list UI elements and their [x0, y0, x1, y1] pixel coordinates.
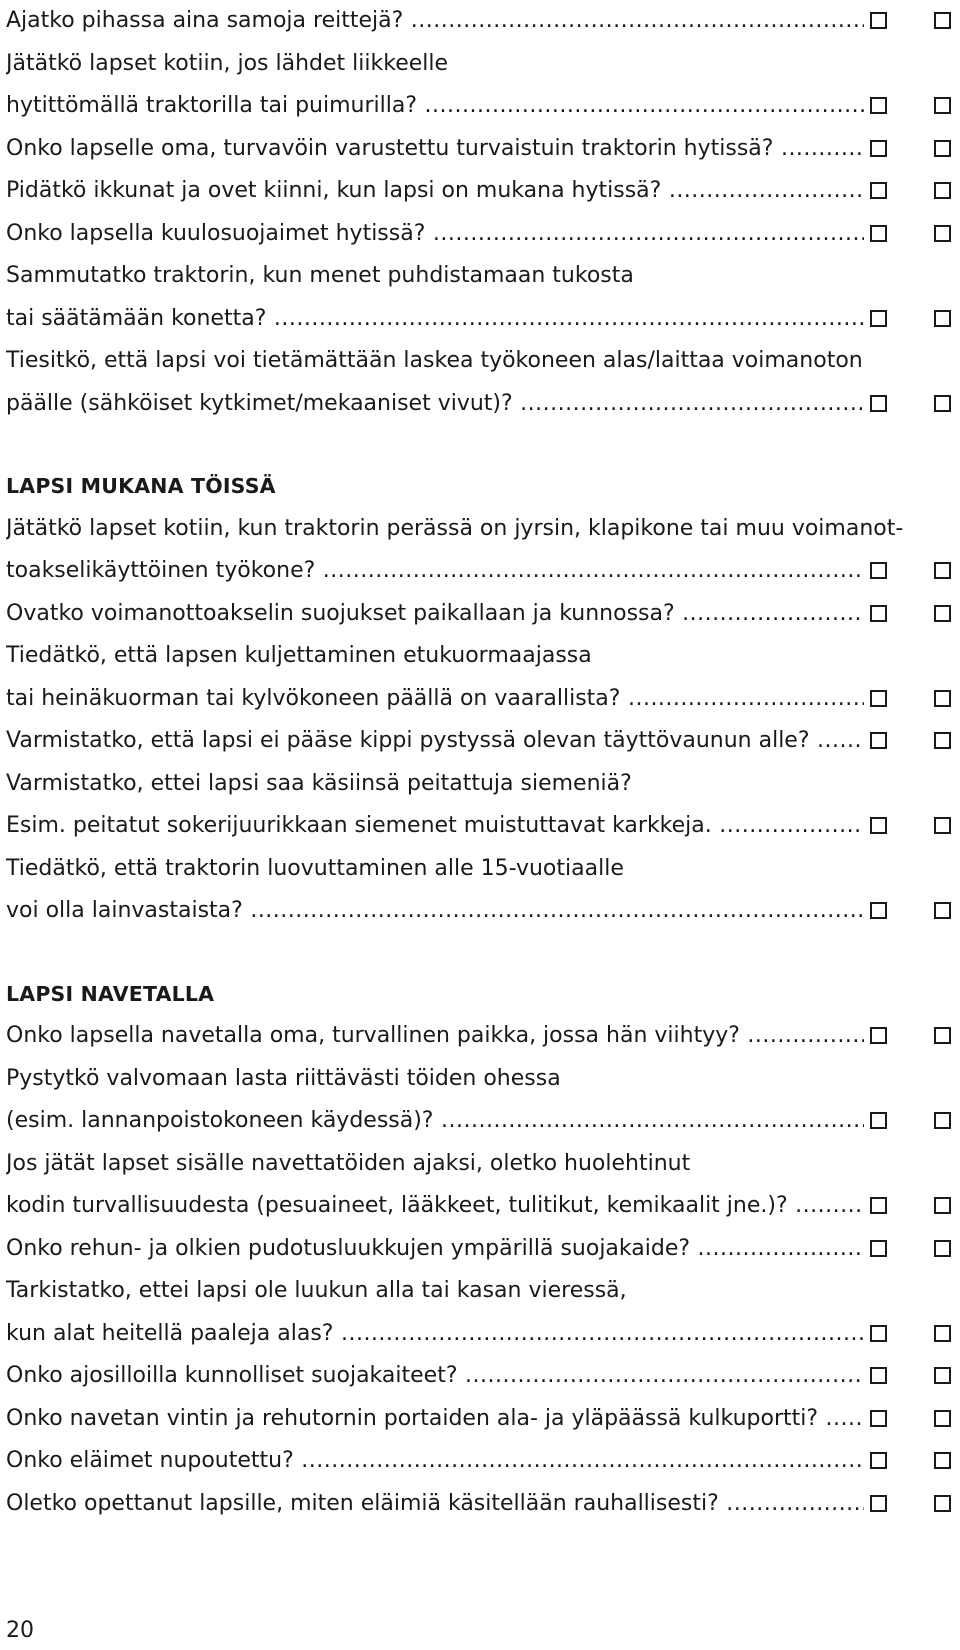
- question-text: Esim. peitatut sokerijuurikkaan siemenet muistuttavat karkkeja. .....: [6, 805, 864, 848]
- answer-checkbox-no[interactable]: [934, 562, 951, 579]
- answer-checkbox-no[interactable]: [934, 690, 951, 707]
- answer-checkbox-yes[interactable]: [870, 182, 887, 199]
- question-line: [6, 128, 956, 171]
- answer-checkbox-yes[interactable]: [870, 140, 887, 157]
- answer-checkbox-yes[interactable]: [870, 1410, 887, 1427]
- question-line: [6, 298, 956, 341]
- answer-checkbox-yes[interactable]: [870, 732, 887, 749]
- question-line: [6, 763, 956, 806]
- question-line: [6, 1355, 956, 1398]
- checklist-item: [6, 720, 956, 763]
- question-text: Onko lapsella navetalla oma, turvallinen paikka, jossa hän viihtyy? .....: [6, 1015, 864, 1058]
- question-text: Oletko opettanut lapsille, miten eläimiä käsitellään rauhallisesti? .....: [6, 1483, 864, 1526]
- checklist-document: [6, 0, 956, 1525]
- answer-checkbox-yes[interactable]: [870, 225, 887, 242]
- question-line: [6, 1100, 956, 1143]
- question-line: [6, 1440, 956, 1483]
- checklist-item: [6, 255, 956, 340]
- checklist-item: [6, 1058, 956, 1143]
- question-text: Onko lapsella kuulosuojaimet hytissä? .....: [6, 213, 864, 256]
- question-line: [6, 1015, 956, 1058]
- question-text: Sammutatko traktorin, kun menet puhdistamaan tukosta: [6, 263, 634, 288]
- question-text: Tiesitkö, että lapsi voi tietämättään laskea työkoneen alas/laittaa voimanoton: [6, 348, 863, 373]
- checklist-item: [6, 340, 956, 425]
- answer-checkbox-no[interactable]: [934, 140, 951, 157]
- answer-checkbox-no[interactable]: [934, 1367, 951, 1384]
- question-text: voi olla lainvastaista? .....: [6, 890, 864, 933]
- question-text: Onko rehun- ja olkien pudotusluukkujen ympärillä suojakaide? .....: [6, 1228, 864, 1271]
- answer-checkbox-no[interactable]: [934, 1197, 951, 1214]
- checklist-item: [6, 0, 956, 43]
- answer-checkbox-no[interactable]: [934, 310, 951, 327]
- question-text: Jätätkö lapset kotiin, jos lähdet liikkeelle: [6, 50, 449, 76]
- question-text: Onko ajosilloilla kunnolliset suojakaiteet? .....: [6, 1355, 864, 1398]
- question-line: [6, 0, 956, 43]
- checklist-item: [6, 763, 956, 848]
- answer-checkbox-yes[interactable]: [870, 97, 887, 114]
- question-text: toakselikäyttöinen työkone? .....: [6, 550, 864, 593]
- section-gap: [6, 933, 956, 973]
- question-line: [6, 1228, 956, 1271]
- answer-checkbox-no[interactable]: [934, 395, 951, 412]
- question-text: hytittömällä traktorilla tai puimurilla? .....: [6, 85, 864, 128]
- answer-checkbox-no[interactable]: [934, 1495, 951, 1512]
- question-line: [6, 1143, 956, 1186]
- question-text: Tiedätkö, että traktorin luovuttaminen alle 15-vuotiaalle: [6, 855, 624, 881]
- question-line: [6, 635, 956, 678]
- answer-checkbox-yes[interactable]: [870, 1495, 887, 1512]
- question-text: (esim. lannanpoistokoneen käydessä)? .....: [6, 1100, 864, 1143]
- checklist-item: [6, 1143, 956, 1228]
- question-text: Varmistatko, että lapsi ei pääse kippi pystyssä olevan täyttövaunun alle? .....: [6, 720, 864, 763]
- answer-checkbox-no[interactable]: [934, 182, 951, 199]
- answer-checkbox-no[interactable]: [934, 1410, 951, 1427]
- checklist-item: [6, 1015, 956, 1058]
- question-line: [6, 593, 956, 636]
- question-text: tai heinäkuorman tai kylvökoneen päällä on vaarallista? .....: [6, 678, 864, 721]
- page-number: 20: [6, 1618, 34, 1643]
- checklist-item: [6, 635, 956, 720]
- section-gap: [6, 425, 956, 465]
- question-text: Pidätkö ikkunat ja ovet kiinni, kun lapsi on mukana hytissä? .....: [6, 170, 864, 213]
- question-line: [6, 805, 956, 848]
- checklist-item: [6, 508, 956, 593]
- checklist-item: [6, 43, 956, 128]
- question-line: [6, 1398, 956, 1441]
- answer-checkbox-no[interactable]: [934, 1240, 951, 1257]
- question-line: [6, 848, 956, 891]
- question-text: Jos jätät lapset sisälle navettatöiden ajaksi, oletko huolehtinut: [6, 1150, 691, 1176]
- question-line: [6, 1483, 956, 1526]
- question-line: [6, 213, 956, 256]
- question-text: tai säätämään konetta? .....: [6, 298, 864, 341]
- question-text: Varmistatko, ettei lapsi saa käsiinsä peitattuja siemeniä?: [6, 770, 632, 796]
- question-line: [6, 85, 956, 128]
- checklist-item: [6, 1355, 956, 1398]
- answer-checkbox-no[interactable]: [934, 225, 951, 242]
- answer-checkbox-yes[interactable]: [870, 605, 887, 622]
- checklist-item: [6, 593, 956, 636]
- checklist-item: [6, 170, 956, 213]
- question-line: [6, 1313, 956, 1356]
- question-line: [6, 340, 956, 383]
- section-heading: LAPSI NAVETALLA: [6, 981, 215, 1006]
- question-line: [6, 255, 956, 298]
- question-line: [6, 170, 956, 213]
- question-text: Ovatko voimanottoakselin suojukset paikallaan ja kunnossa? .....: [6, 593, 864, 636]
- question-text: päälle (sähköiset kytkimet/mekaaniset vivut)? .....: [6, 383, 864, 426]
- answer-checkbox-no[interactable]: [934, 902, 951, 919]
- question-line: [6, 508, 956, 551]
- answer-checkbox-yes[interactable]: [870, 1027, 887, 1044]
- answer-checkbox-no[interactable]: [934, 732, 951, 749]
- question-line: [6, 383, 956, 426]
- answer-checkbox-yes[interactable]: [870, 1452, 887, 1469]
- checklist-item: [6, 1228, 956, 1271]
- answer-checkbox-yes[interactable]: [870, 690, 887, 707]
- checklist-item: [6, 1398, 956, 1441]
- question-text: Onko navetan vintin ja rehutornin portaiden ala- ja yläpäässä kulkuportti? .....: [6, 1398, 864, 1441]
- question-text: Onko eläimet nupoutettu? .....: [6, 1440, 864, 1483]
- question-line: [6, 890, 956, 933]
- answer-checkbox-no[interactable]: [934, 605, 951, 622]
- question-text: kodin turvallisuudesta (pesuaineet, lääkkeet, tulitikut, kemikaalit jne.)? .....: [6, 1185, 864, 1228]
- answer-checkbox-no[interactable]: [934, 97, 951, 114]
- checklist-item: [6, 848, 956, 933]
- answer-checkbox-yes[interactable]: [870, 1197, 887, 1214]
- question-text: Onko lapselle oma, turvavöin varustettu turvaistuin traktorin hytissä? .....: [6, 128, 864, 171]
- answer-checkbox-no[interactable]: [934, 12, 951, 29]
- answer-checkbox-yes[interactable]: [870, 310, 887, 327]
- answer-checkbox-no[interactable]: [934, 1027, 951, 1044]
- answer-checkbox-no[interactable]: [934, 1112, 951, 1129]
- checklist-item: [6, 128, 956, 171]
- checklist-item: [6, 1483, 956, 1526]
- answer-checkbox-no[interactable]: [934, 817, 951, 834]
- answer-checkbox-yes[interactable]: [870, 1112, 887, 1129]
- question-line: [6, 1270, 956, 1313]
- answer-checkbox-yes[interactable]: [870, 1367, 887, 1384]
- question-text: Tarkistatko, ettei lapsi ole luukun alla tai kasan vieressä,: [6, 1278, 627, 1303]
- answer-checkbox-yes[interactable]: [870, 12, 887, 29]
- section-heading: LAPSI MUKANA TÖISSÄ: [6, 474, 276, 498]
- question-text: kun alat heitellä paaleja alas? .....: [6, 1313, 864, 1356]
- answer-checkbox-no[interactable]: [934, 1452, 951, 1469]
- answer-checkbox-no[interactable]: [934, 1325, 951, 1342]
- answer-checkbox-yes[interactable]: [870, 1325, 887, 1342]
- checklist-item: [6, 1440, 956, 1483]
- checklist-item: [6, 213, 956, 256]
- answer-checkbox-yes[interactable]: [870, 395, 887, 412]
- question-text: Tiedätkö, että lapsen kuljettaminen etukuormaajassa: [6, 643, 592, 668]
- answer-checkbox-yes[interactable]: [870, 1240, 887, 1257]
- question-line: [6, 1058, 956, 1101]
- question-line: [6, 678, 956, 721]
- answer-checkbox-yes[interactable]: [870, 562, 887, 579]
- question-text: Pystytkö valvomaan lasta riittävästi töiden ohessa: [6, 1065, 561, 1091]
- question-line: [6, 550, 956, 593]
- answer-checkbox-yes[interactable]: [870, 902, 887, 919]
- question-line: [6, 1185, 956, 1228]
- question-line: [6, 720, 956, 763]
- answer-checkbox-yes[interactable]: [870, 817, 887, 834]
- question-text: Ajatko pihassa aina samoja reittejä? .....: [6, 0, 864, 43]
- checklist-item: [6, 1270, 956, 1355]
- question-text: Jätätkö lapset kotiin, kun traktorin perässä on jyrsin, klapikone tai muu voimanot-: [6, 515, 904, 541]
- question-line: [6, 43, 956, 86]
